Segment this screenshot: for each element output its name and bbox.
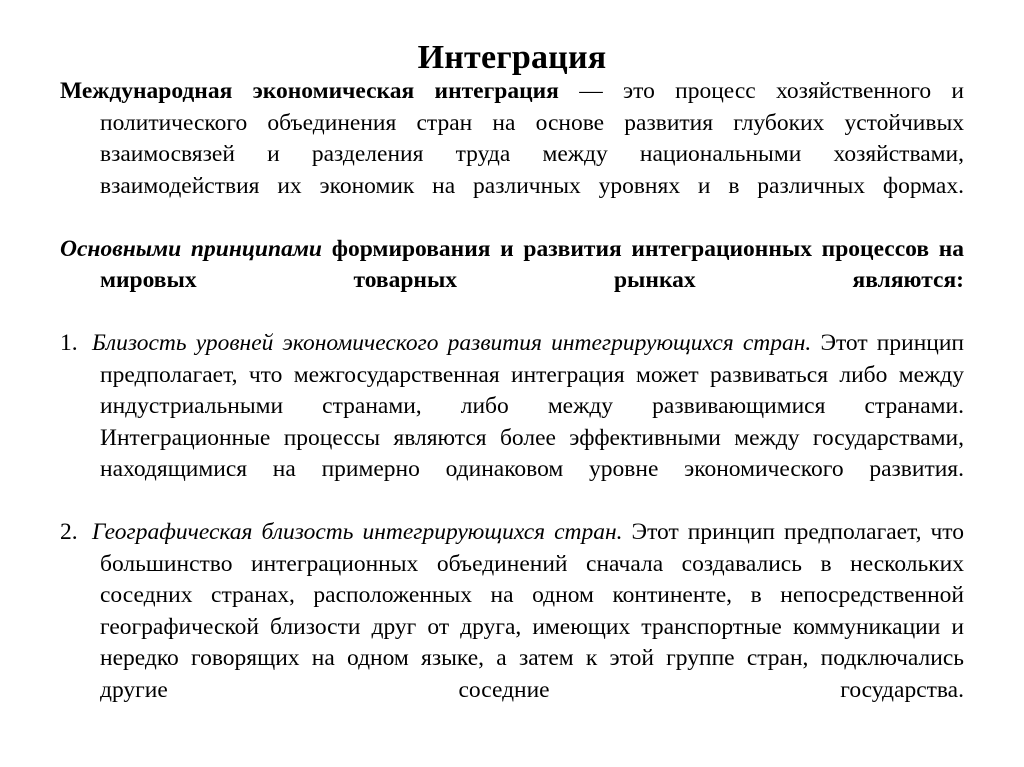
- definition-text: — это процесс хозяйственного и политического объединения стран на основе развития глубоких устойчивых взаимосвязей и разделения труда между национальными хозяйствами, взаимодействия их экономик на различных уровнях и в различных формах.: [100, 78, 964, 199]
- list-item-title: Близость уровней экономического развития интегрирующихся стран.: [92, 330, 812, 356]
- list-item-text: Этот принцип предполагает, что межгосударственная интеграция может развиваться либо между индустриальными странами, либо между развивающимися странами. Интеграционные процессы являются более эффективными между государствами, находящимися на примерно одинаковом уровне экономического развития.: [100, 330, 964, 482]
- list-item-number: 2.: [60, 519, 78, 545]
- list-item: [60, 328, 964, 517]
- principles-heading-emphasis: Основными принципами: [60, 235, 322, 262]
- slide-body: [60, 76, 964, 738]
- definition-paragraph: [60, 76, 964, 234]
- definition-term: Международная экономическая интеграция: [60, 78, 559, 104]
- list-item: [60, 517, 964, 738]
- principles-heading-text: формирования и развития интеграционных процессов на мировых товарных рынках являются:: [100, 235, 965, 293]
- page-title: Интеграция: [417, 38, 607, 76]
- list-item-number: 1.: [60, 330, 78, 356]
- list-item-text: Этот принцип предполагает, что большинство интеграционных объединений сначала создавались в нескольких соседних странах, расположенных на одном континенте, в непосредственной географической близости друг от друга, имеющих транспортные коммуникации и нередко говорящих на одном языке, а затем к этой группе стран, подключались другие соседние государства.: [100, 519, 964, 703]
- principles-heading-paragraph: [60, 234, 965, 329]
- list-item-title: Географическая близость интегрирующихся стран.: [92, 519, 623, 545]
